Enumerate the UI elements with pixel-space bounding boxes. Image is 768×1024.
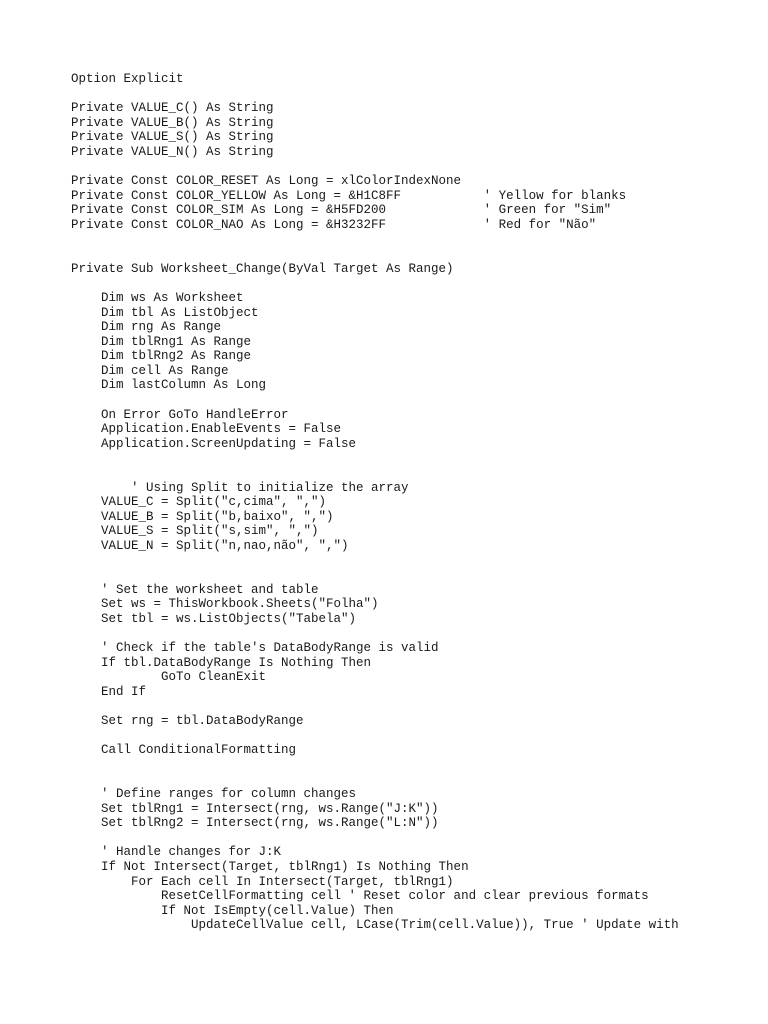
code-line: For Each cell In Intersect(Target, tblRng1) <box>71 874 454 889</box>
code-line: Dim rng As Range <box>71 320 222 335</box>
code-line: ResetCellFormatting cell ' Reset color and clear previous formats <box>71 889 649 904</box>
code-line: ' Using Split to initialize the array <box>71 480 409 495</box>
code-line: Dim ws As Worksheet <box>71 290 244 305</box>
code-line: Private Sub Worksheet_Change(ByVal Target As Range) <box>71 261 454 276</box>
code-line <box>71 554 679 569</box>
code-line: Option Explicit <box>71 72 184 86</box>
code-line: ' Check if the table's DataBodyRange is valid <box>71 641 439 656</box>
code-line <box>71 276 679 291</box>
code-line: Private Const COLOR_NAO As Long = &H3232FF ' Red for "Não" <box>71 217 597 232</box>
code-line: Dim tbl As ListObject <box>71 305 259 320</box>
code-line: Application.EnableEvents = False <box>71 422 342 437</box>
code-line: Dim tblRng1 As Range <box>71 334 252 349</box>
code-line: Set tblRng2 = Intersect(rng, ws.Range("L:N")) <box>71 816 439 831</box>
code-line <box>71 700 679 715</box>
code-line: Private VALUE_B() As String <box>71 115 274 130</box>
code-line: Dim tblRng2 As Range <box>71 349 252 364</box>
code-line <box>71 729 679 744</box>
code-line: VALUE_S = Split("s,sim", ",") <box>71 524 319 539</box>
code-line: Set rng = tbl.DataBodyRange <box>71 714 304 729</box>
code-line: Private VALUE_S() As String <box>71 130 274 145</box>
code-line <box>71 451 679 466</box>
code-line <box>71 627 679 642</box>
code-line: Private Const COLOR_RESET As Long = xlColorIndexNone <box>71 174 462 189</box>
code-line <box>71 233 679 248</box>
code-line: VALUE_C = Split("c,cima", ",") <box>71 495 327 510</box>
code-line: Private VALUE_N() As String <box>71 144 274 159</box>
code-line: ' Handle changes for J:K <box>71 845 282 860</box>
code-line <box>71 247 679 262</box>
code-line: Dim lastColumn As Long <box>71 378 267 393</box>
code-line: Set tbl = ws.ListObjects("Tabela") <box>71 611 357 626</box>
code-line: ' Set the worksheet and table <box>71 582 319 597</box>
code-line: Call ConditionalFormatting <box>71 743 297 758</box>
code-line: Private Const COLOR_SIM As Long = &H5FD200 ' Green for "Sim" <box>71 203 612 218</box>
code-line <box>71 568 679 583</box>
code-line: ' Define ranges for column changes <box>71 787 357 802</box>
code-line <box>71 160 679 175</box>
code-line: GoTo CleanExit <box>71 670 267 685</box>
code-line: VALUE_B = Split("b,baixo", ",") <box>71 509 334 524</box>
code-line <box>71 831 679 846</box>
code-line: On Error GoTo HandleError <box>71 407 289 422</box>
code-line: Private Const COLOR_YELLOW As Long = &H1C8FF ' Yellow for blanks <box>71 188 627 203</box>
code-line: If Not Intersect(Target, tblRng1) Is Nothing Then <box>71 860 469 875</box>
code-line: Private VALUE_C() As String <box>71 101 274 116</box>
code-line <box>71 466 679 481</box>
code-line: End If <box>71 684 147 699</box>
code-listing <box>71 72 679 933</box>
code-line: Set ws = ThisWorkbook.Sheets("Folha") <box>71 597 379 612</box>
code-line <box>71 87 679 102</box>
code-line: Application.ScreenUpdating = False <box>71 436 357 451</box>
code-line <box>71 393 679 408</box>
code-line: Set tblRng1 = Intersect(rng, ws.Range("J:K")) <box>71 801 439 816</box>
code-line: VALUE_N = Split("n,nao,não", ",") <box>71 539 349 553</box>
code-line: Dim cell As Range <box>71 363 229 378</box>
code-line <box>71 758 679 773</box>
code-line: If tbl.DataBodyRange Is Nothing Then <box>71 655 372 670</box>
code-line: UpdateCellValue cell, LCase(Trim(cell.Value)), True ' Update with <box>71 918 679 933</box>
code-line <box>71 773 679 788</box>
code-line: If Not IsEmpty(cell.Value) Then <box>71 903 394 918</box>
